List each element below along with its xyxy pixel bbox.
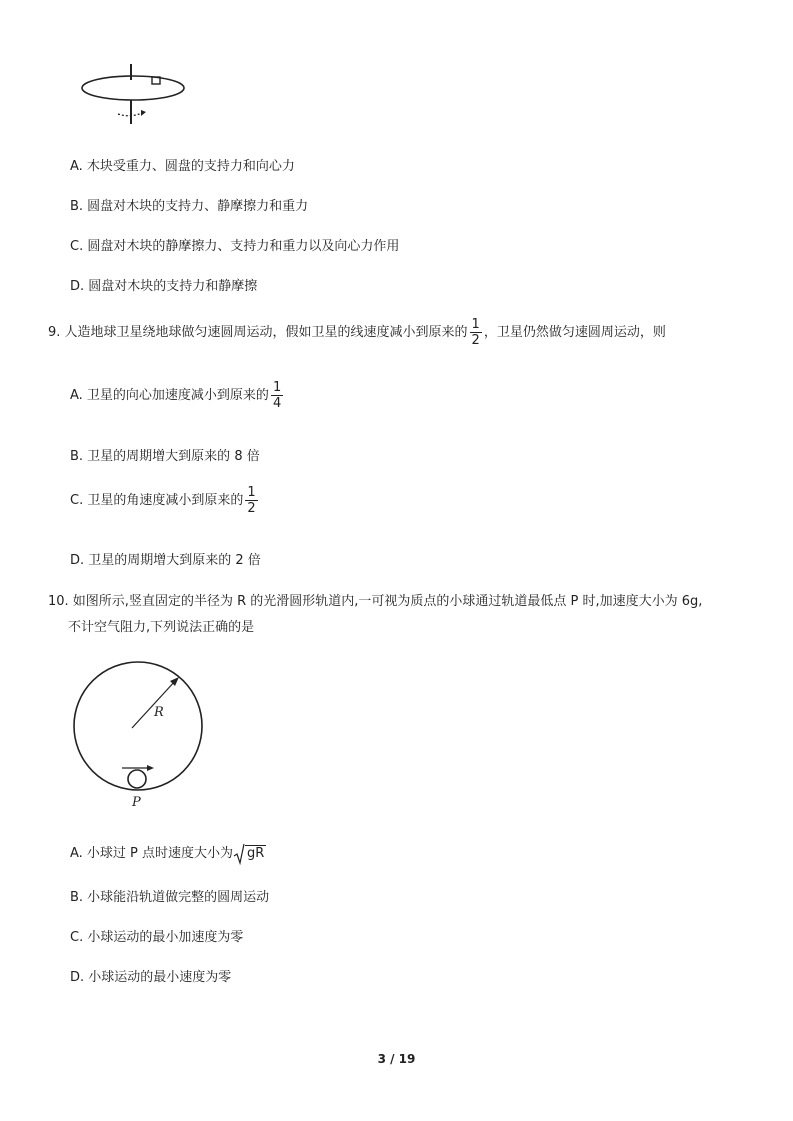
q8-option-b: B. 圆盘对木块的支持力、静摩擦力和重力 xyxy=(70,199,309,214)
q8-option-d: D. 圆盘对木块的支持力和静摩擦 xyxy=(70,279,258,294)
q9-option-a: A. 卫星的向心加速度减小到原来的 $\frac{1}{4}$ xyxy=(70,380,282,411)
sqrt-sign-icon xyxy=(233,843,245,865)
q10-option-d: D. 小球运动的最小速度为零 xyxy=(70,970,232,985)
q10-stem-line1: 10. 如图所示,竖直固定的半径为 R 的光滑圆形轨道内,一可视为质点的小球通过轨道最低点 P 时,加速度大小为 6g, xyxy=(48,594,703,609)
circular-track-figure xyxy=(66,658,211,818)
q9-option-a-fraction: $\frac{1}{4}$ xyxy=(272,380,282,411)
q8-option-a: A. 木块受重力、圆盘的支持力和向心力 xyxy=(70,159,295,174)
q9-option-b: B. 卫星的周期增大到原来的 8 倍 xyxy=(70,449,260,464)
q9-option-c: C. 卫星的角速度减小到原来的 $\frac{1}{2}$ xyxy=(70,485,256,516)
point-p-label: P xyxy=(132,795,141,810)
q9-option-d: D. 卫星的周期增大到原来的 2 倍 xyxy=(70,553,261,568)
radius-label: R xyxy=(154,705,164,720)
sqrt-expression: gR xyxy=(233,845,266,862)
disk-figure xyxy=(78,60,193,128)
page-number: 3 / 19 xyxy=(377,1052,416,1066)
q10-option-c: C. 小球运动的最小加速度为零 xyxy=(70,930,244,945)
q10-option-b: B. 小球能沿轨道做完整的圆周运动 xyxy=(70,890,270,905)
q9-stem-fraction: $\frac{1}{2}$ xyxy=(471,317,480,348)
q8-option-c: C. 圆盘对木块的静摩擦力、支持力和重力以及向心力作用 xyxy=(70,239,400,254)
q10-option-a: A. 小球过 P 点时速度大小为 gR xyxy=(70,842,266,862)
q9-option-c-fraction: $\frac{1}{2}$ xyxy=(247,485,256,516)
q10-stem-line2: 不计空气阻力,下列说法正确的是 xyxy=(68,620,255,635)
q9-stem: 9. 人造地球卫星绕地球做匀速圆周运动，假如卫星的线速度减小到原来的 $\frac{1}{2}$ ，卫星仍然做匀速圆周运动，则 xyxy=(48,317,666,348)
